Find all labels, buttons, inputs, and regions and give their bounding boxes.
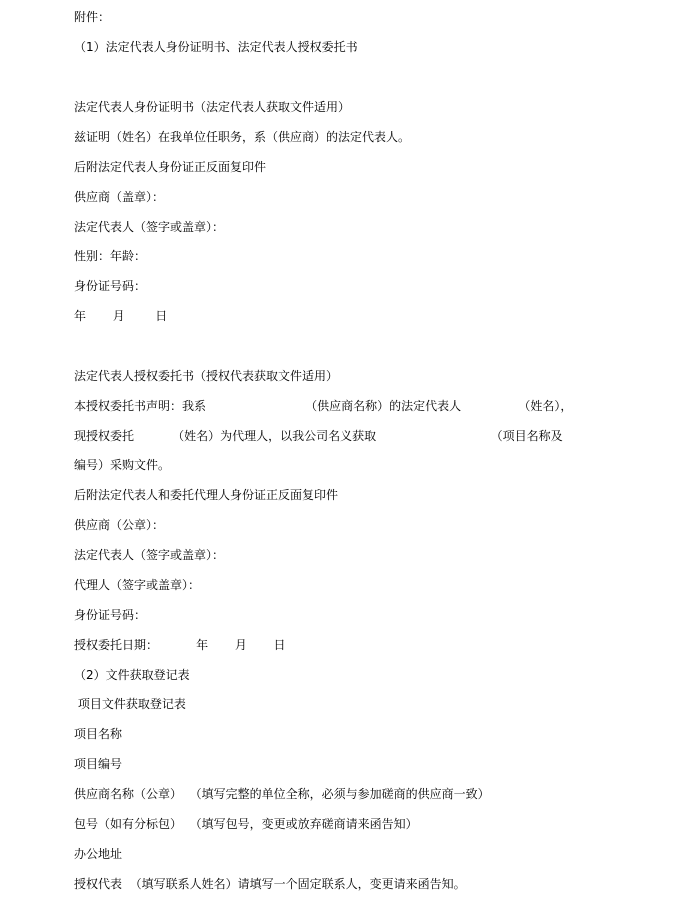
registration-office-address: 办公地址 <box>74 847 123 861</box>
legal-rep-cert-statement: 兹证明（姓名）在我单位任职务，系（供应商）的法定代表人。 <box>74 130 411 144</box>
authorization-supplier-seal: 供应商（公章）： <box>74 518 165 532</box>
authorization-statement-line3: 编号）采购文件。 <box>74 458 171 472</box>
legal-rep-cert-gender-age: 性别：年龄： <box>74 249 147 263</box>
authorization-title: 法定代表人授权委托书（授权代表获取文件适用） <box>74 369 339 383</box>
registration-form-title: 项目文件获取登记表 <box>74 697 186 711</box>
registration-supplier-name: 供应商名称（公章） （填写完整的单位全称，必须与参加磋商的供应商一致） <box>74 787 490 801</box>
registration-package-number: 包号（如有分标包） （填写包号，变更或放弃磋商请来函告知） <box>74 817 418 831</box>
legal-rep-cert-attachment-note: 后附法定代表人身份证正反面复印件 <box>74 160 267 174</box>
authorization-statement-line1: 本授权委托书声明：我系 （供应商名称）的法定代表人 （姓名）， <box>74 399 573 413</box>
authorization-agent-signature: 代理人（签字或盖章）： <box>74 578 201 592</box>
registration-authorized-rep: 授权代表 （填写联系人姓名）请填写一个固定联系人，变更请来函告知。 <box>74 877 466 891</box>
legal-rep-cert-signature: 法定代表人（签字或盖章）： <box>74 220 225 234</box>
authorization-id-number: 身份证号码： <box>74 608 147 622</box>
authorization-legal-rep-signature: 法定代表人（签字或盖章）： <box>74 548 225 562</box>
legal-rep-cert-id-number: 身份证号码： <box>74 279 147 293</box>
authorization-statement-line2: 现授权委托 （姓名）为代理人，以我公司名义获取 （项目名称及 <box>74 429 563 443</box>
item1-heading: （1）法定代表人身份证明书、法定代表人授权委托书 <box>74 40 358 54</box>
authorization-date: 授权委托日期： 年 月 日 <box>74 638 286 652</box>
legal-rep-cert-title: 法定代表人身份证明书（法定代表人获取文件适用） <box>74 100 351 114</box>
legal-rep-cert-supplier-seal: 供应商（盖章）： <box>74 190 165 204</box>
attachment-heading: 附件： <box>74 10 111 24</box>
registration-project-number: 项目编号 <box>74 757 123 771</box>
item2-heading: （2）文件获取登记表 <box>74 668 190 682</box>
legal-rep-cert-date: 年 月 日 <box>74 309 168 323</box>
registration-project-name: 项目名称 <box>74 727 123 741</box>
authorization-attachment-note: 后附法定代表人和委托代理人身份证正反面复印件 <box>74 488 339 502</box>
